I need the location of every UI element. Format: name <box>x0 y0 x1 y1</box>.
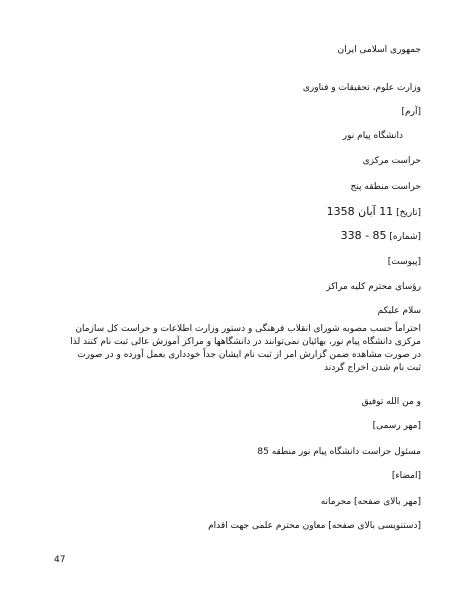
signature-placeholder: [امضاء] <box>391 471 421 481</box>
number-line <box>341 230 421 243</box>
handwritten-note: [دستنویسی بالای صفحه] معاون محترم علمی جهت اقدام <box>208 521 421 531</box>
attachment-line: [پیوست] <box>387 257 421 267</box>
date-label: [تاریخ] <box>396 208 421 218</box>
page-number: 47 <box>54 555 66 565</box>
country-header: جمهوری اسلامی ایران <box>337 45 421 55</box>
number-label: [شماره] <box>389 232 421 242</box>
top-stamp-note: [مهر بالای صفحه] محرمانه <box>320 497 421 507</box>
addressee-line: رؤسای محترم کلیه مراکز <box>326 282 421 292</box>
number-value: 85 - 338 <box>340 229 387 242</box>
ministry-header: وزارت علوم، تحقیقات و فناوری <box>302 83 421 93</box>
department-name: حراست مرکزی <box>362 156 421 166</box>
region-name: حراست منطقه پنج <box>350 182 421 192</box>
greeting-line: سلام علیکم <box>377 306 421 316</box>
closing-line: و من الله توفیق <box>361 397 421 407</box>
seal-placeholder: [مهر رسمی] <box>372 421 421 431</box>
date-line <box>327 206 421 219</box>
signer-line: مسئول حراست دانشگاه پیام نور منطقه 85 <box>257 447 421 457</box>
university-name: دانشگاه پیام نور <box>342 131 403 141</box>
logo-placeholder: [آرم] <box>401 107 421 117</box>
body-paragraph: احتراماً حسب مصوبه شورای انقلاب فرهنگی و دستور وزارت اطلاعات و حراست کل سازمان مرکزی دانشگاه پیام نور، بهائیان نمی‌توانند در دانشگاهها و مراکز آموزش عالی ثبت نام کنند لذا در صورت مشاهده ضمن گزارش امر از ثبت نام ایشان جداً خودداری بعمل آورده و در صورت ثبت نام شدن اخراج گردند <box>70 324 421 373</box>
date-value: 11 آبان 1358 <box>326 205 394 218</box>
